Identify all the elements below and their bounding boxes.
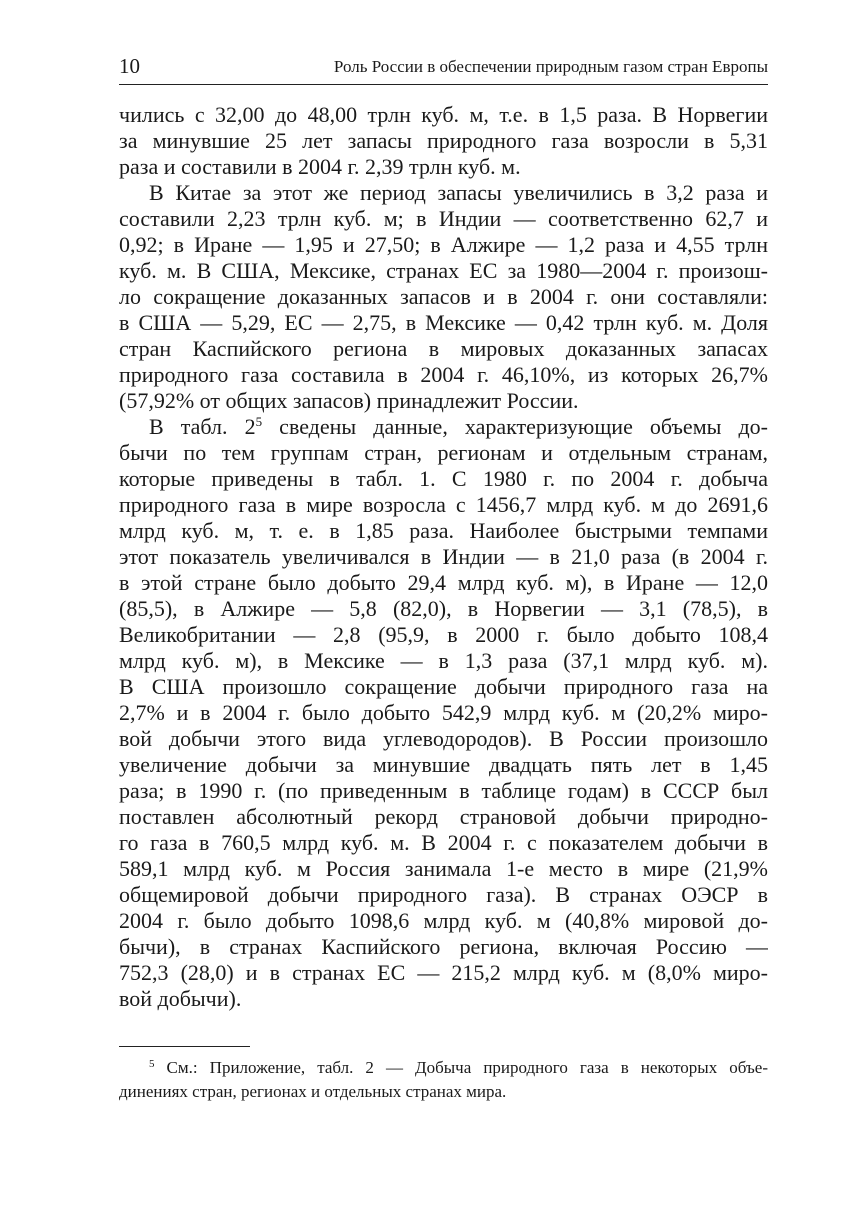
text-line: которые приведены в табл. 1. С 1980 г. по 2004 г. добыча (119, 466, 768, 491)
text-line: го газа в 760,5 млрд куб. м. В 2004 г. с показателем добычи в (119, 830, 768, 855)
text-line: стран Каспийского региона в мировых доказанных запасах (119, 336, 768, 361)
footnote (119, 1056, 768, 1104)
text-line: вой добычи). (119, 986, 242, 1011)
text-line: чились с 32,00 до 48,00 трлн куб. м, т.е. в 1,5 раза. В Норвегии (119, 102, 768, 127)
footnote-line (119, 1056, 768, 1080)
footnote-marker: 5 (149, 1058, 155, 1070)
text-line: млрд куб. м, т. е. в 1,85 раза. Наиболее быстрыми темпами (119, 518, 768, 543)
text-line: поставлен абсолютный рекорд страновой добычи природно- (119, 804, 768, 829)
text-line: ло сокращение доказанных запасов и в 2004 г. они составляли: (119, 284, 768, 309)
text-line: 0,92; в Иране — 1,95 и 27,50; в Алжире — 1,2 раза и 4,55 трлн (119, 232, 768, 257)
text-line: В Китае за этот же период запасы увеличились в 3,2 раза и (149, 180, 768, 205)
text-line: раза и составили в 2004 г. 2,39 трлн куб. м. (119, 154, 521, 179)
body-text (119, 102, 768, 1012)
text-line: бычи по тем группам стран, регионам и отдельным странам, (119, 440, 768, 465)
text-line: составили 2,23 трлн куб. м; в Индии — соответственно 62,7 и (119, 206, 768, 231)
text-line: этот показатель увеличивался в Индии — в 21,0 раза (в 2004 г. (119, 544, 768, 569)
paragraph (119, 102, 768, 180)
text-line: в США — 5,29, ЕС — 2,75, в Мексике — 0,42 трлн куб. м. Доля (119, 310, 768, 335)
text-line: 2004 г. было добыто 1098,6 млрд куб. м (40,8% мировой до- (119, 908, 768, 933)
running-title: Роль России в обеспечении природным газом стран Европы (333, 57, 768, 76)
paragraph (119, 180, 768, 414)
text-line: млрд куб. м), в Мексике — в 1,3 раза (37,1 млрд куб. м). (119, 648, 768, 673)
footnote-divider (119, 1046, 250, 1047)
text-line: общемировой добычи природного газа). В странах ОЭСР в (119, 882, 768, 907)
text-line: 589,1 млрд куб. м Россия занимала 1-е место в мире (21,9% (119, 856, 768, 881)
text-line: куб. м. В США, Мексике, странах ЕС за 1980—2004 г. произош- (119, 258, 768, 283)
footnote-reference: 5 (255, 414, 263, 429)
text-line: (85,5), в Алжире — 5,8 (82,0), в Норвегии — 3,1 (78,5), в (119, 596, 768, 621)
text-line: за минувшие 25 лет запасы природного газа возросли в 5,31 (119, 128, 768, 153)
footnote-text: См.: Приложение, табл. 2 — Добыча природного газа в некоторых объе- (154, 1058, 768, 1077)
paragraph (119, 414, 768, 1012)
text-line: Великобритании — 2,8 (95,9, в 2000 г. было добыто 108,4 (119, 622, 768, 647)
text-fragment: сведены данные, характеризующие объемы до- (262, 414, 768, 439)
text-line: природного газа составила в 2004 г. 46,10%, из которых 26,7% (119, 362, 768, 387)
text-line: бычи), в странах Каспийского региона, включая Россию — (119, 934, 768, 959)
text-line: раза; в 1990 г. (по приведенным в таблице годам) в СССР был (119, 778, 768, 803)
text-line (119, 414, 768, 440)
text-line: в этой стране было добыто 29,4 млрд куб. м), в Иране — 12,0 (119, 570, 768, 595)
text-fragment: В табл. 2 (149, 414, 256, 439)
text-line: 2,7% и в 2004 г. было добыто 542,9 млрд куб. м (20,2% миро- (119, 700, 768, 725)
page-number: 10 (119, 54, 140, 78)
text-line: В США произошло сокращение добычи природного газа на (119, 674, 768, 699)
text-line: увеличение добычи за минувшие двадцать пять лет в 1,45 (119, 752, 768, 777)
page-header (119, 50, 768, 85)
text-line: (57,92% от общих запасов) принадлежит России. (119, 388, 579, 413)
footnote-line: динениях стран, регионах и отдельных странах мира. (119, 1082, 507, 1101)
text-line: вой добычи этого вида углеводородов). В России произошло (119, 726, 768, 751)
text-line: 752,3 (28,0) и в странах ЕС — 215,2 млрд куб. м (8,0% миро- (119, 960, 768, 985)
text-line: природного газа в мире возросла с 1456,7 млрд куб. м до 2691,6 (119, 492, 768, 517)
